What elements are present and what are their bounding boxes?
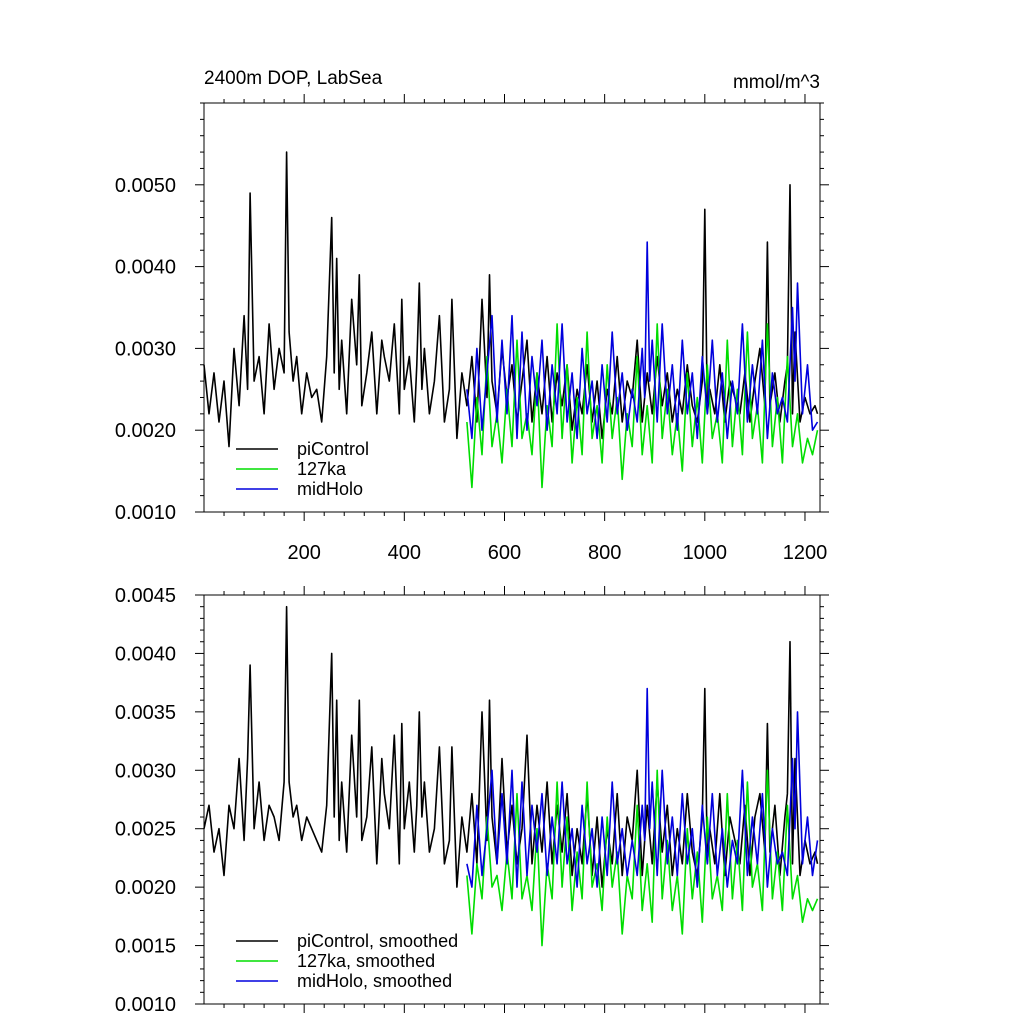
legend-label-1: 127ka bbox=[297, 459, 347, 479]
legend-label-2: midHolo bbox=[297, 479, 364, 499]
units-label: mmol/m^3 bbox=[732, 72, 820, 93]
x-tick-label: 200 bbox=[287, 542, 321, 564]
chart-title: 2400m DOP, LabSea bbox=[204, 68, 383, 89]
bottom-panel bbox=[115, 585, 829, 1016]
legend-label-2: midHolo, smoothed bbox=[297, 971, 453, 991]
top-panel bbox=[115, 68, 829, 564]
top-plot-area bbox=[115, 94, 829, 564]
y-tick-label: 0.0025 bbox=[114, 818, 176, 841]
x-tick-label: 1000 bbox=[682, 542, 728, 564]
y-tick-label: 0.0015 bbox=[114, 935, 176, 958]
y-tick-label: 0.0045 bbox=[114, 585, 176, 607]
bottom-legend bbox=[236, 931, 458, 991]
x-tick-label: 800 bbox=[587, 542, 622, 564]
y-tick-label: 0.0030 bbox=[114, 760, 176, 783]
y-tick-label: 0.0040 bbox=[114, 256, 176, 279]
y-tick-label: 0.0040 bbox=[114, 643, 176, 666]
bottom-plot-area bbox=[115, 585, 829, 1016]
y-tick-label: 0.0035 bbox=[114, 701, 176, 724]
series-line-1 bbox=[467, 770, 818, 945]
y-tick-label: 0.0010 bbox=[114, 994, 176, 1016]
top-legend bbox=[236, 439, 369, 499]
legend-label-0: piControl bbox=[297, 439, 370, 459]
x-tick-label: 400 bbox=[387, 542, 422, 564]
y-tick-label: 0.0020 bbox=[114, 877, 176, 900]
legend-label-0: piControl, smoothed bbox=[297, 931, 459, 951]
y-tick-label: 0.0050 bbox=[114, 174, 176, 197]
y-tick-label: 0.0030 bbox=[114, 338, 176, 361]
x-tick-label: 600 bbox=[487, 542, 522, 564]
legend-label-1: 127ka, smoothed bbox=[297, 951, 436, 971]
y-tick-label: 0.0010 bbox=[114, 502, 176, 524]
x-tick-label: 1200 bbox=[782, 542, 828, 564]
y-tick-label: 0.0020 bbox=[114, 420, 176, 443]
